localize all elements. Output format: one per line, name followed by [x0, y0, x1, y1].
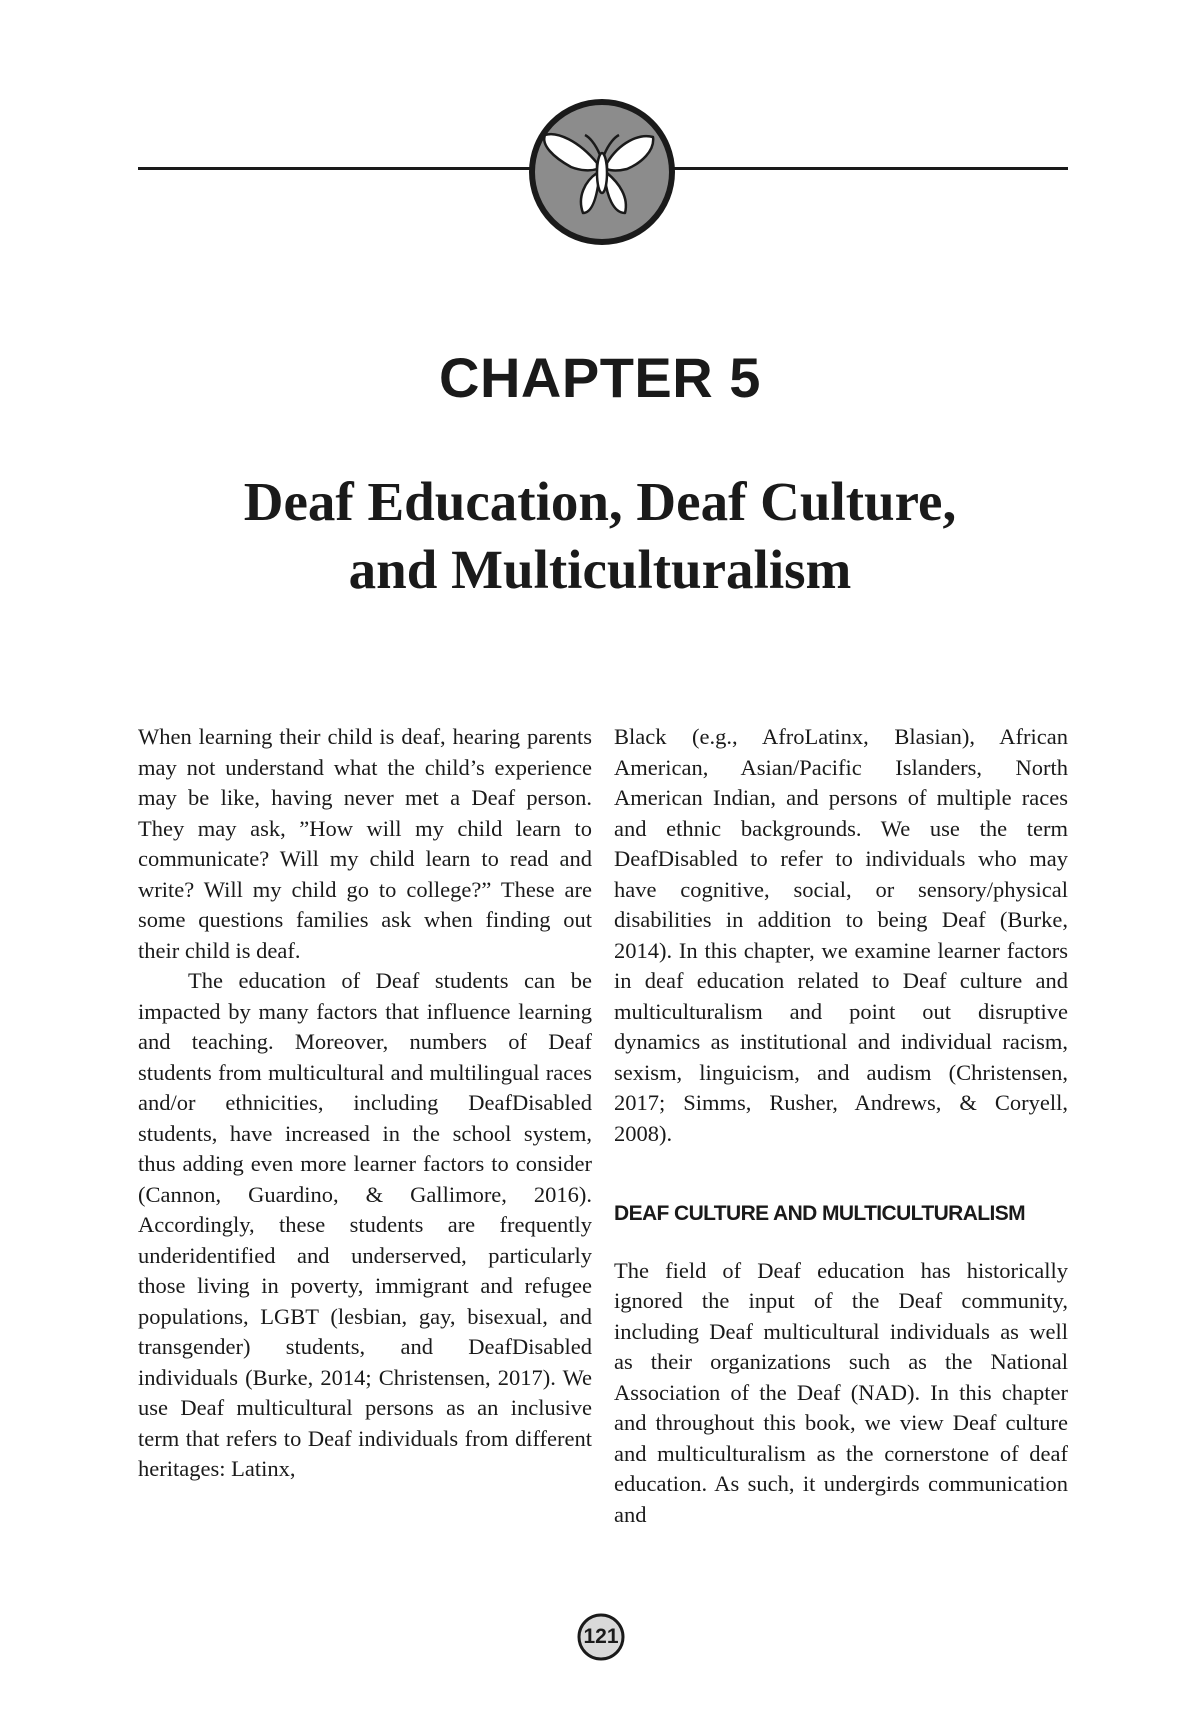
- right-column: [614, 722, 1068, 1530]
- section-heading: DEAF CULTURE AND MULTICULTURALISM: [614, 1202, 1026, 1225]
- page-number-badge: [576, 1612, 626, 1662]
- chapter-title-line-2: and Multiculturalism: [348, 539, 852, 600]
- right-paragraph-2: The field of Deaf education has historically ignored the input of the Deaf community, including Deaf multicultural individuals as well as their organizations such as the National Association of the Deaf (NAD). In this chapter and throughout this book, we view Deaf culture and multiculturalism as the cornerstone of deaf education. As such, it undergirds communication and: [614, 1257, 1068, 1527]
- right-paragraph-1: Black (e.g., AfroLatinx, Blasian), African American, Asian/Pacific Islanders, North American Indian, and persons of multiple races and ethnic backgrounds. We use the term DeafDisabled to refer to individuals who may have cognitive, social, or sensory/physical disabilities in addition to being Deaf (Burke, 2014). In this chapter, we examine learner factors in deaf education related to Deaf culture and multiculturalism and point out disruptive dynamics as institutional and individual racism, sexism, linguicism, and audism (Christensen, 2017; Simms, Rusher, Andrews, & Coryell, 2008).: [614, 724, 1068, 1146]
- butterfly-icon: [527, 97, 677, 247]
- left-column: [138, 722, 592, 1485]
- left-paragraph-1: When learning their child is deaf, hearing parents may not understand what the child’s experience may be like, having never met a Deaf person. They may ask, ”How will my child learn to communicate? Will my child learn to read and write? Will my child go to college?” These are some questions families ask when finding out their child is deaf.: [138, 724, 592, 963]
- page-number: 121: [583, 1625, 619, 1648]
- left-paragraph-2: The education of Deaf students can be impacted by many factors that influence learning and teaching. Moreover, numbers of Deaf students from multicultural and multilingual races and/or ethnicities, including DeafDisabled students, have increased in the school system, thus adding even more learner factors to consider (Cannon, Guardino, & Gallimore, 2016). Accordingly, these students are frequently underidentified and underserved, particularly those living in poverty, immigrant and refugee populations, LGBT (lesbian, gay, bisexual, and transgender) students, and DeafDisabled individuals (Burke, 2014; Christensen, 2017). We use Deaf multicultural persons as an inclusive term that refers to Deaf individuals from different heritages: Latinx,: [138, 968, 592, 1481]
- header-rule-right: [672, 167, 1068, 170]
- header-rule-left: [138, 167, 532, 170]
- chapter-title-line-1: Deaf Education, Deaf Culture,: [243, 471, 957, 532]
- chapter-label: CHAPTER 5: [439, 346, 761, 409]
- chapter-title: [100, 468, 1100, 604]
